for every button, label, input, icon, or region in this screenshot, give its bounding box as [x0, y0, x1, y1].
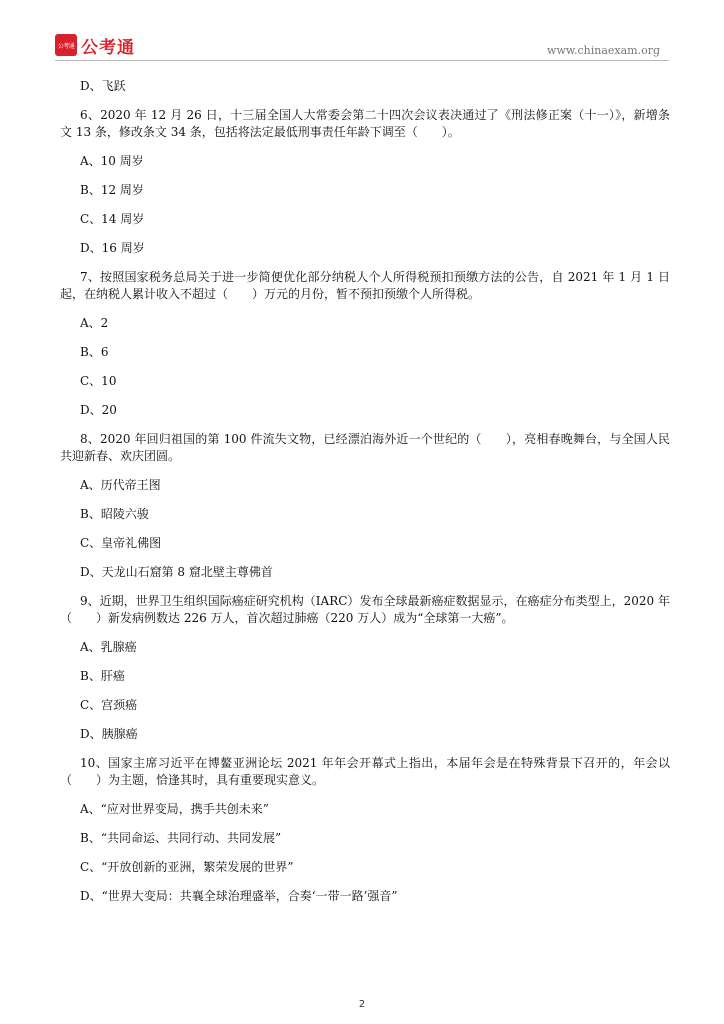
q6-option-d: D、16 周岁: [80, 241, 145, 255]
question-9: 9、近期，世界卫生组织国际癌症研究机构（IARC）发布全球最新癌症数据显示，在癌症分布类型上，2020 年（ ）新发病例数达 226 万人，首次超过肺癌（220 万人）成为“全球第一大癌”。: [60, 594, 670, 625]
q7-option-b: B、6: [80, 345, 109, 359]
q8-option-a: A、历代帝王图: [80, 478, 161, 492]
q7-option-a: A、2: [80, 316, 109, 330]
question-10: 10、国家主席习近平在博鳌亚洲论坛 2021 年年会开幕式上指出，本届年会是在特殊背景下召开的，年会以（ ）为主题，恰逢其时，具有重要现实意义。: [60, 756, 670, 787]
header-divider: [55, 60, 669, 61]
site-url[interactable]: www.chinaexam.org: [547, 44, 660, 57]
page-number: 2: [358, 999, 366, 1010]
page-header: [0, 0, 724, 64]
q8-option-b: B、昭陵六骏: [80, 507, 149, 521]
q7-option-d: D、20: [80, 403, 117, 417]
q6-option-a: A、10 周岁: [80, 154, 144, 168]
q7-option-c: C、10: [80, 374, 117, 388]
q9-option-c: C、宫颈癌: [80, 698, 138, 712]
q10-option-a: A、“应对世界变局，携手共创未来”: [80, 802, 269, 816]
brand-logo[interactable]: [55, 34, 135, 56]
question-7: 7、按照国家税务总局关于进一步简便优化部分纳税人个人所得税预扣预缴方法的公告，自 2021 年 1 月 1 日起，在纳税人累计收入不超过（ ）万元的月份，暂不预扣预缴个人所得税。: [60, 270, 670, 301]
document-body: [60, 78, 670, 917]
q6-option-b: B、12 周岁: [80, 183, 144, 197]
q10-option-d: D、“世界大变局：共襄全球治理盛举，合奏‘一带一路’强音”: [80, 889, 398, 903]
logo-text: 公考通: [81, 37, 135, 58]
logo-badge-icon: 公考通: [55, 34, 77, 56]
q10-option-c: C、“开放创新的亚洲，繁荣发展的世界”: [80, 860, 294, 874]
q9-option-a: A、乳腺癌: [80, 640, 137, 654]
q6-option-c: C、14 周岁: [80, 212, 145, 226]
q9-option-b: B、肝癌: [80, 669, 125, 683]
q5-option-d: D、飞跃: [80, 79, 126, 93]
question-8: 8、2020 年回归祖国的第 100 件流失文物，已经漂泊海外近一个世纪的（ ），亮相春晚舞台，与全国人民共迎新春、欢庆团圆。: [60, 432, 670, 463]
q9-option-d: D、胰腺癌: [80, 727, 138, 741]
q8-option-d: D、天龙山石窟第 8 窟北壁主尊佛首: [80, 565, 273, 579]
question-6: 6、2020 年 12 月 26 日，十三届全国人大常委会第二十四次会议表决通过了《刑法修正案（十一）》，新增条文 13 条，修改条文 34 条，包括将法定最低刑事责任年龄下调至（ ）。: [60, 108, 670, 139]
q8-option-c: C、皇帝礼佛图: [80, 536, 162, 550]
q10-option-b: B、“共同命运、共同行动、共同发展”: [80, 831, 282, 845]
